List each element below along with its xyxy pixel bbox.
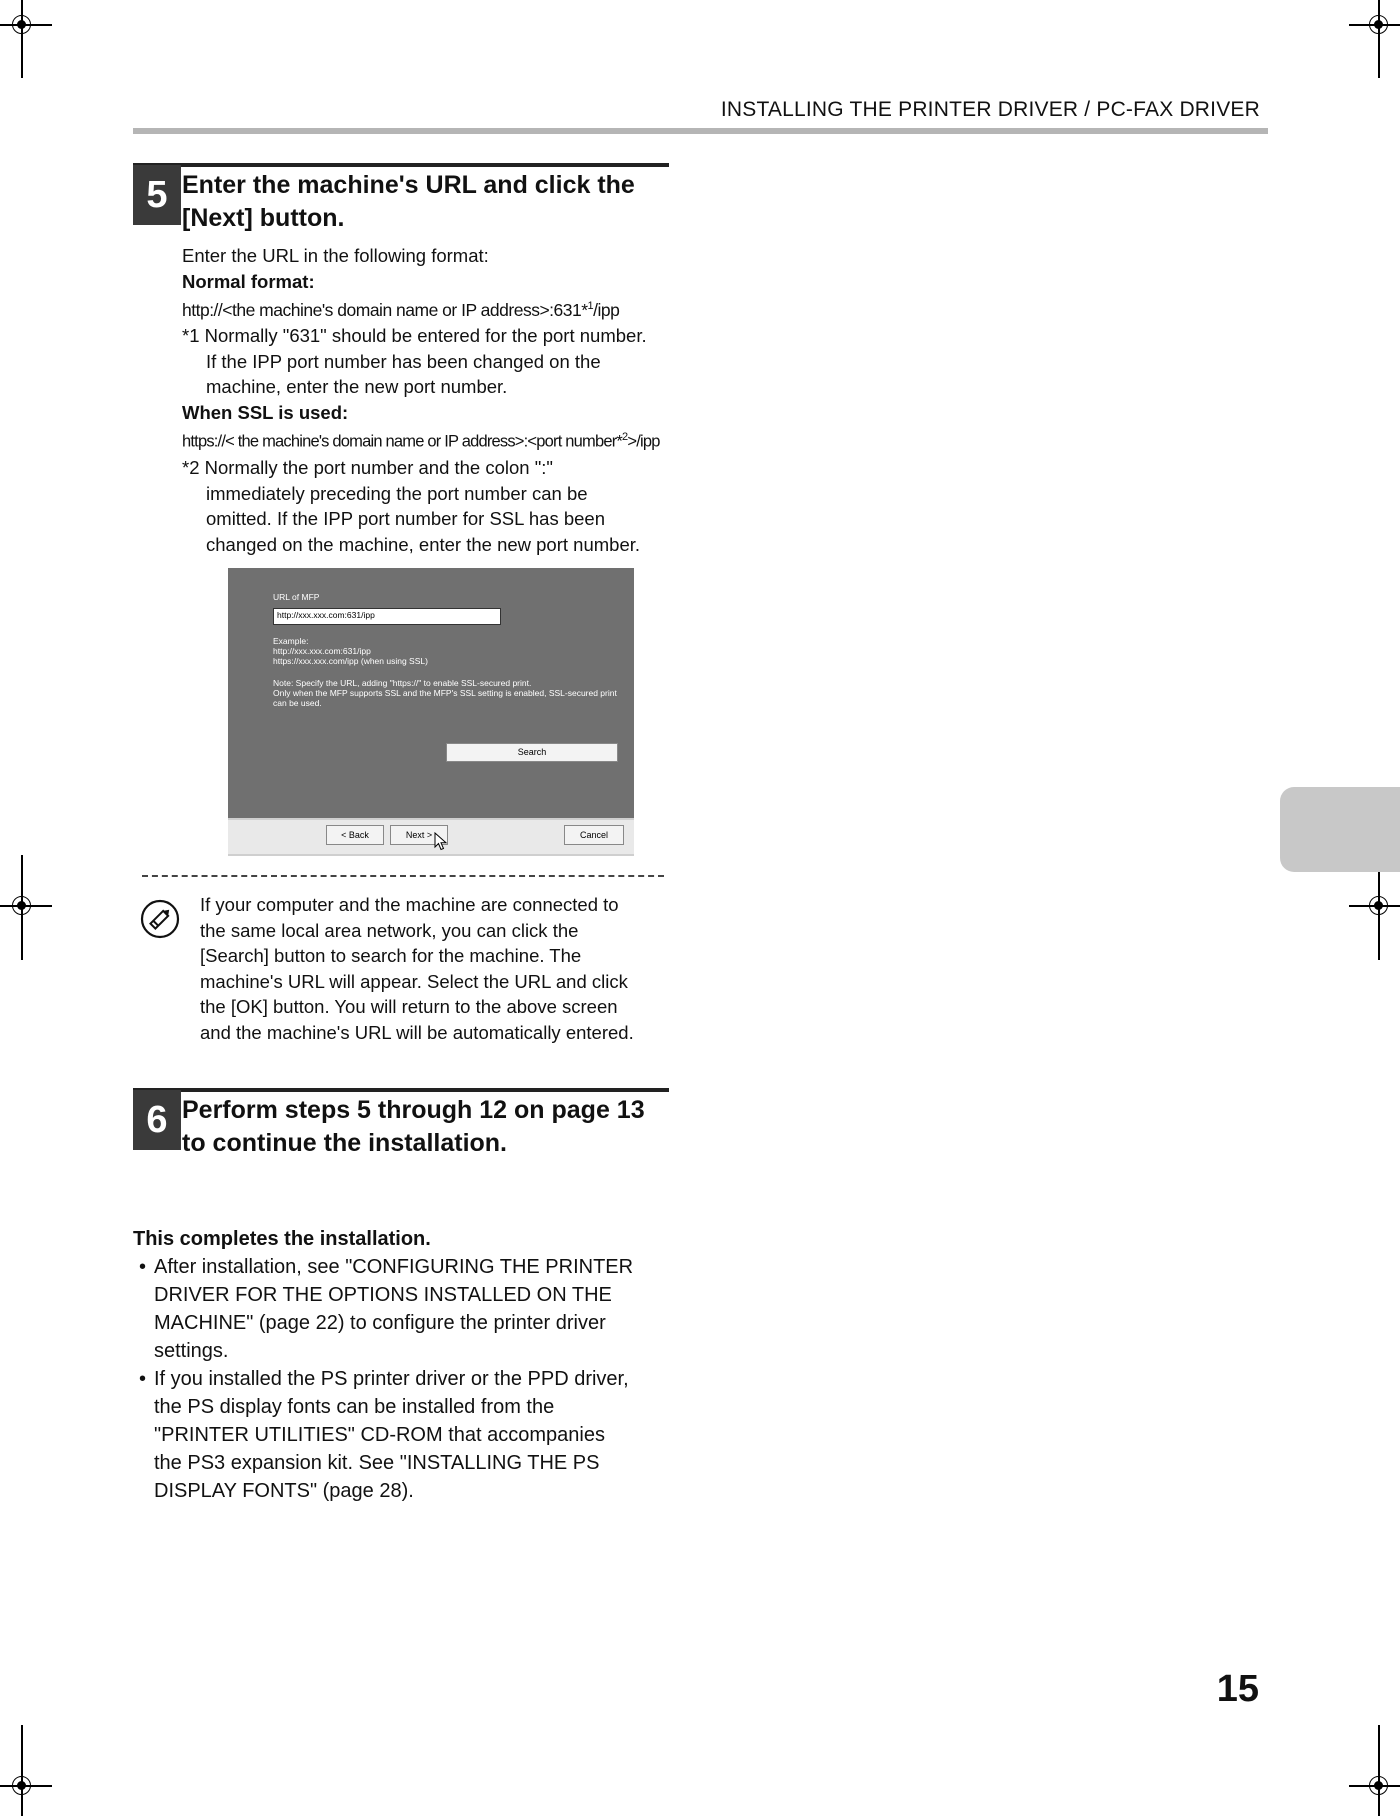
- normal-url-post: /ipp: [593, 299, 620, 320]
- note-text-line3: [Search] button to search for the machine. The: [200, 945, 582, 966]
- page-number: 15: [1216, 1668, 1259, 1710]
- registration-mark-mid-left: [0, 876, 52, 936]
- dialog-screenshot: [228, 568, 634, 818]
- crop-line: [21, 40, 23, 78]
- example-url-1: http://xxx.xxx.com:631/ipp: [273, 646, 371, 656]
- registration-mark-bottom-right: [1349, 1756, 1400, 1816]
- completion-bullet-1: • After installation, see "CONFIGURING THE PRINTER DRIVER FOR THE OPTIONS INSTALLED ON THE MACHINE" (page 22) to configure the printer driver settings.: [133, 1253, 693, 1365]
- step5-title-line1: Enter the machine's URL and click the: [182, 171, 635, 199]
- completion-heading: This completes the installation.: [133, 1228, 431, 1250]
- step5-intro: Enter the URL in the following format:: [182, 245, 489, 266]
- step5-title: [182, 169, 635, 235]
- registration-mark-top-left: [0, 0, 52, 55]
- running-header: INSTALLING THE PRINTER DRIVER / PC-FAX DRIVER: [720, 98, 1260, 121]
- header-rule: [133, 128, 1268, 134]
- crop-line: [21, 855, 23, 960]
- registration-mark-bottom-left: [0, 1756, 52, 1816]
- note-block: [273, 678, 623, 708]
- url-input[interactable]: http://xxx.xxx.com:631/ipp: [273, 608, 501, 625]
- footnote2-line4: changed on the machine, enter the new port number.: [206, 533, 641, 555]
- example-block: [273, 636, 428, 666]
- pencil-note-icon: [140, 899, 180, 939]
- footnote1-line3: machine, enter the new port number.: [206, 376, 508, 398]
- footnote2-line1: *2 Normally the port number and the colon ":": [182, 457, 553, 479]
- note-line-1: Note: Specify the URL, adding "https://" to enable SSL-secured print.: [273, 678, 532, 688]
- ssl-url-pre: https://< the machine's domain name or IP address>:<port number*: [182, 432, 623, 451]
- footnote2-line2: immediately preceding the port number can be: [206, 482, 588, 504]
- cancel-button[interactable]: Cancel: [564, 825, 624, 845]
- step5-number: 5: [133, 165, 181, 225]
- note-text: [200, 892, 680, 1045]
- note-line-3: can be used.: [273, 698, 322, 708]
- search-button[interactable]: Search: [446, 743, 618, 762]
- step6-title-line1: Perform steps 5 through 12 on page 13: [182, 1096, 645, 1124]
- example-url-2: https://xxx.xxx.com/ipp (when using SSL): [273, 656, 428, 666]
- crop-line: [1378, 40, 1380, 78]
- registration-mark-mid-right: [1349, 876, 1400, 936]
- ssl-url-post: >/ipp: [627, 432, 660, 451]
- url-of-mfp-label: URL of MFP: [273, 592, 320, 602]
- back-button[interactable]: < Back: [326, 825, 384, 845]
- step6-title: [182, 1094, 645, 1160]
- crop-line: [1378, 1725, 1380, 1760]
- ssl-format-url: [182, 425, 682, 455]
- step6-number: 6: [133, 1090, 181, 1150]
- note-text-line5: the [OK] button. You will return to the above screen: [200, 996, 618, 1017]
- footnote1-line1: *1 Normally "631" should be entered for the port number.: [182, 325, 647, 347]
- note-text-line6: and the machine's URL will be automatically entered.: [200, 1021, 634, 1043]
- registration-mark-top-right: [1349, 0, 1400, 55]
- note-divider: [142, 875, 664, 877]
- note-text-line1: If your computer and the machine are connected to: [200, 894, 619, 915]
- completion-bullet-2: • If you installed the PS printer driver or the PPD driver, the PS display fonts can be installed from the "PRINTER UTILITIES" CD-ROM that accompanies the PS3 expansion kit. See "INSTALLING THE PS DISPLAY FONTS" (page 28).: [133, 1365, 693, 1505]
- normal-format-url: [182, 294, 682, 323]
- chapter-side-tab: [1280, 787, 1400, 872]
- note-text-line2: the same local area network, you can click the: [200, 919, 579, 941]
- step5-title-line2: [Next] button.: [182, 204, 345, 232]
- ssl-url-sup: 2: [622, 431, 628, 444]
- mouse-cursor-icon: [434, 832, 448, 852]
- footnote2-line3: omitted. If the IPP port number for SSL has been: [206, 508, 606, 530]
- footnote1-line2: If the IPP port number has been changed on the: [206, 350, 601, 372]
- note-line-2: Only when the MFP supports SSL and the MFP's SSL setting is enabled, SSL-secured print: [273, 688, 617, 698]
- step5-rule: [133, 163, 669, 167]
- completion-bullets: [133, 1253, 693, 1505]
- step6-rule: [133, 1088, 669, 1092]
- note-text-line4: machine's URL will appear. Select the URL and click: [200, 970, 628, 992]
- step6-title-line2: to continue the installation.: [182, 1129, 507, 1157]
- dialog-button-bar: [228, 818, 634, 856]
- next-button[interactable]: Next >: [390, 825, 448, 845]
- normal-url-pre: http://<the machine's domain name or IP address>:631*: [182, 299, 588, 320]
- step5-body: [182, 243, 682, 557]
- normal-url-sup: 1: [587, 300, 594, 312]
- crop-line: [21, 1725, 23, 1760]
- completion-section: [133, 1225, 693, 1505]
- ssl-format-label: When SSL is used:: [182, 401, 349, 423]
- example-label: Example:: [273, 636, 309, 646]
- normal-format-label: Normal format:: [182, 270, 315, 292]
